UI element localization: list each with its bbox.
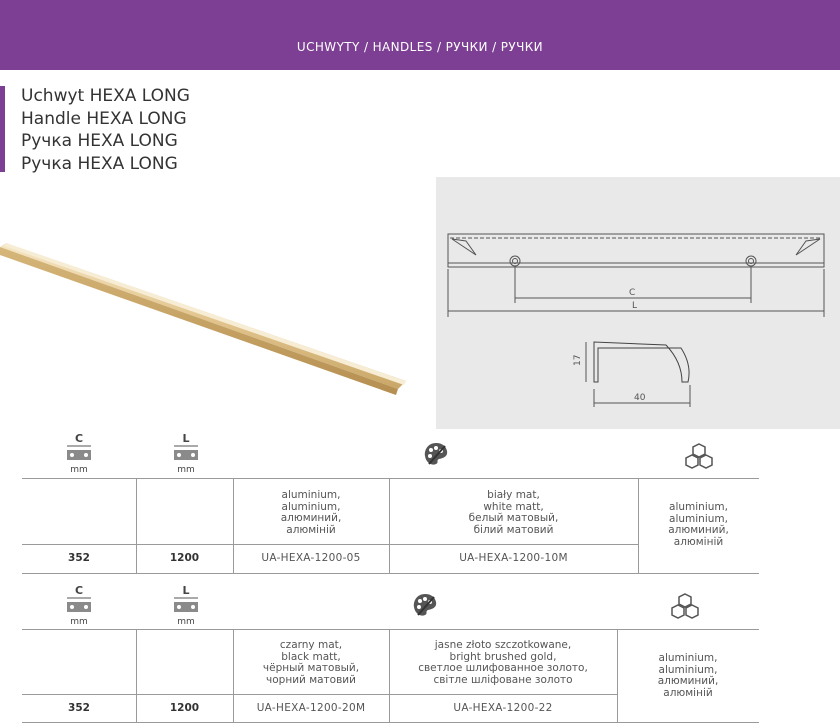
svg-text:mm: mm <box>177 617 195 627</box>
color-cell-1-1: aluminium, aluminium, алюминий, алюміній <box>280 489 342 536</box>
spec-table-2 <box>22 629 759 723</box>
svg-text:C: C <box>74 584 84 597</box>
l-value-2: 1200 <box>169 701 200 714</box>
dim-height-label: 17 <box>573 354 583 366</box>
svg-text:L: L <box>182 432 190 445</box>
l-value-1: 1200 <box>169 552 200 565</box>
spec-table-1 <box>22 478 759 574</box>
cubes-icon <box>670 592 700 620</box>
title-ua: Ручка HEXA LONG <box>21 153 178 174</box>
title-ru: Ручка HEXA LONG <box>21 131 178 151</box>
color-cell-2-2: jasne złoto szczotkowane, bright brushed gold, светлое шлифованное золото, світле шліфоване золото <box>418 639 588 686</box>
svg-text:mm: mm <box>70 465 88 475</box>
title-accent-bar <box>0 86 5 172</box>
palette-icon <box>423 441 449 467</box>
c-value-2: 352 <box>68 701 90 714</box>
title-en: Handle HEXA LONG <box>21 108 187 129</box>
product-code-2-1: UA-HEXA-1200-20M <box>256 701 366 714</box>
c-dimension-icon <box>64 430 94 475</box>
product-code-1-2: UA-HEXA-1200-10M <box>459 552 568 565</box>
c-value-1: 352 <box>68 552 90 565</box>
svg-text:C: C <box>74 432 84 445</box>
svg-text:L: L <box>182 584 190 597</box>
cubes-icon <box>684 442 714 470</box>
material-cell-2: aluminium, aluminium, алюминий, алюміній <box>657 652 719 699</box>
l-dimension-icon <box>171 430 201 475</box>
section-header <box>0 0 840 70</box>
dim-depth-label: 40 <box>634 393 646 403</box>
svg-text:mm: mm <box>177 465 195 475</box>
svg-text:mm: mm <box>70 617 88 627</box>
product-code-1-1: UA-HEXA-1200-05 <box>261 552 361 565</box>
c-dimension-icon <box>64 582 94 627</box>
product-code-2-2: UA-HEXA-1200-22 <box>453 701 553 714</box>
palette-icon <box>412 592 438 618</box>
color-cell-2-1: czarny mat, black matt, чёрный матовый, чорний матовий <box>262 639 360 686</box>
product-titles <box>21 85 190 175</box>
material-cell-1: aluminium, aluminium, алюминий, алюміній <box>668 501 729 548</box>
product-photo <box>0 235 420 405</box>
dim-c-label: C <box>629 288 636 298</box>
title-pl: Uchwyt HEXA LONG <box>21 86 190 106</box>
dim-l-label: L <box>632 301 638 311</box>
section-title: UCHWYTY / HANDLES / РУЧКИ / РУЧКИ <box>296 40 544 54</box>
l-dimension-icon <box>171 582 201 627</box>
color-cell-1-2: biały mat, white matt, белый матовый, білий матовий <box>468 489 559 536</box>
technical-drawing <box>436 177 840 429</box>
